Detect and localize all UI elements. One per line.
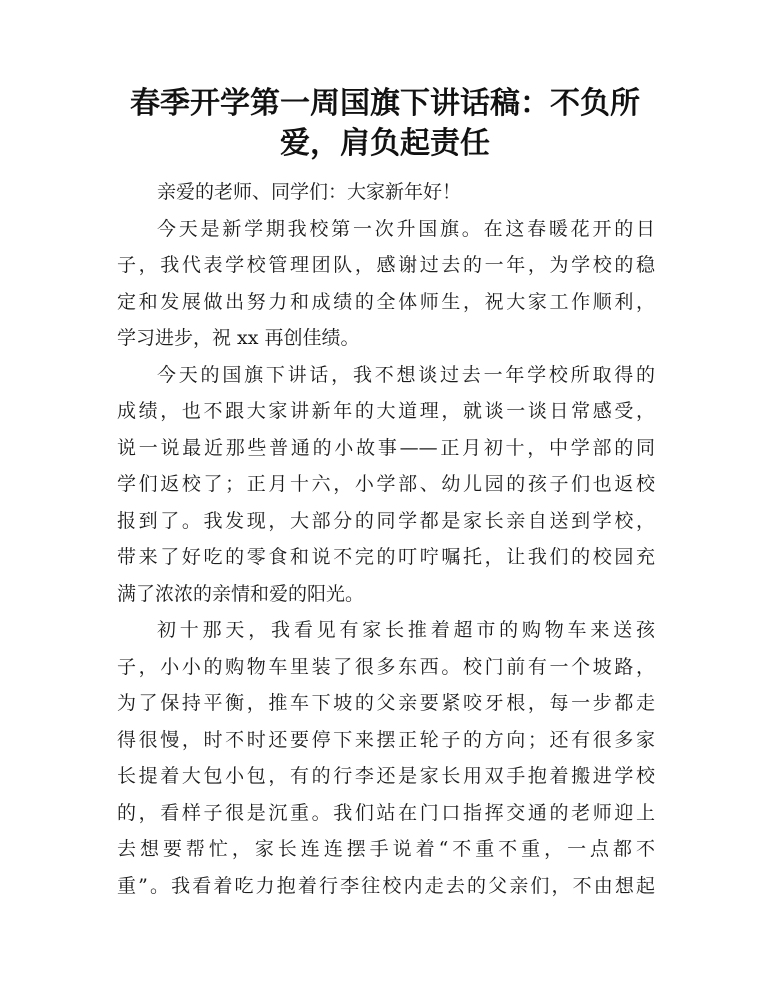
paragraph-line: 今天是新学期我校第一次升国旗。在这春暖花开的日 <box>157 217 655 240</box>
paragraph-line: 说一说最近那些普通的小故事——正月初十，中学部的同 <box>117 436 655 459</box>
paragraph-line: 去想要帮忙，家长连连摆手说着“不重不重，一点都不 <box>117 838 655 860</box>
paragraph-line: 满了浓浓的亲情和爱的阳光。 <box>117 582 365 605</box>
paragraph-line: 初十那天，我看见有家长推着超市的购物车来送孩 <box>157 619 655 641</box>
paragraph-line: 重”。我看着吃力抱着行李往校内走去的父亲们，不由想起 <box>117 874 655 897</box>
paragraph-line: 得很慢，时不时还要停下来摆正轮子的方向；还有很多家 <box>117 728 655 751</box>
paragraph-line: 成绩，也不跟大家讲新年的大道理，就谈一谈日常感受， <box>117 400 655 422</box>
paragraph-line: 为了保持平衡，推车下坡的父亲要紧咬牙根，每一步都走 <box>117 692 655 714</box>
paragraph-line: 子，小小的购物车里装了很多东西。校门前有一个坡路， <box>117 655 655 678</box>
paragraph-line: 学习进步，祝 xx 再创佳绩。 <box>117 327 360 349</box>
paragraph-line: 带来了好吃的零食和说不完的叮咛嘱托，让我们的校园充 <box>117 546 655 568</box>
paragraph-line: 定和发展做出努力和成绩的全体师生，祝大家工作顺利， <box>117 290 655 313</box>
salutation-line: 亲爱的老师、同学们：大家新年好！ <box>157 181 462 203</box>
paragraph-line: 长提着大包小包，有的行李还是家长用双手抱着搬进学校 <box>117 765 655 787</box>
paragraph-line: 报到了。我发现，大部分的同学都是家长亲自送到学校， <box>117 509 655 532</box>
paragraph-line: 子，我代表学校管理团队，感谢过去的一年，为学校的稳 <box>117 254 655 276</box>
document-body <box>117 174 655 904</box>
paragraph-line: 学们返校了；正月十六，小学部、幼儿园的孩子们也返校 <box>117 473 655 495</box>
title-line: 春季开学第一周国旗下讲话稿：不负所 <box>130 86 640 121</box>
paragraph-line: 今天的国旗下讲话，我不想谈过去一年学校所取得的 <box>157 363 655 386</box>
document-title <box>100 84 670 164</box>
paragraph-line: 的，看样子很是沉重。我们站在门口指挥交通的老师迎上 <box>117 801 655 824</box>
title-line: 爱，肩负起责任 <box>280 126 490 161</box>
